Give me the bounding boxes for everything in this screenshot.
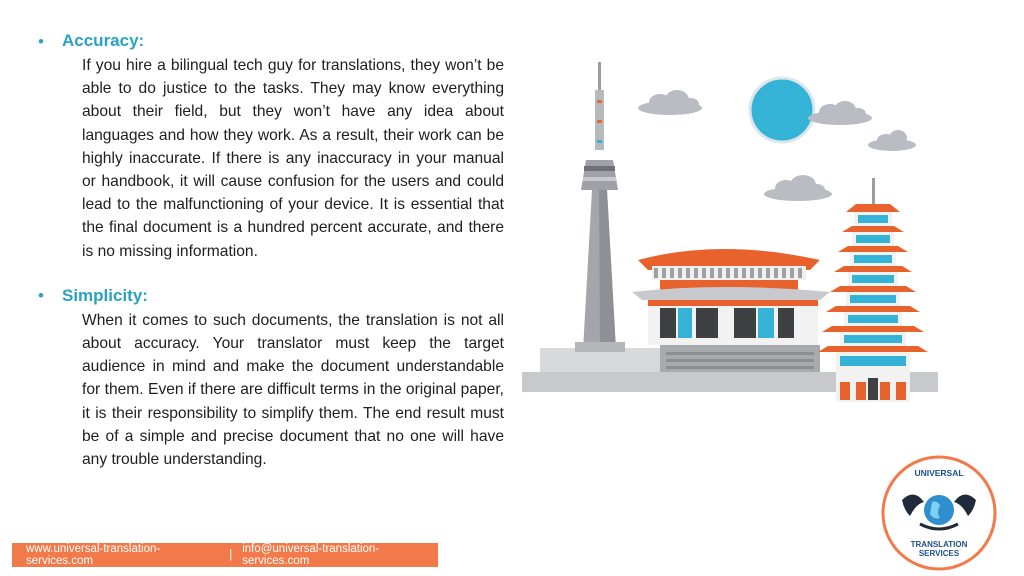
cloud-icon [638,90,702,115]
email-link[interactable]: info@universal-translation-services.com [242,543,380,567]
cloud-icon [808,101,872,125]
bullet-icon: • [38,31,44,51]
bullet-icon: • [38,286,44,306]
section-paragraph: When it comes to such documents, the translation is not all about accuracy. Your translator must keep the target audience in mind and make the document understandable for them. Even if there are difficult terms in the original paper, it is their responsibility to simplify them. The end result must be of a simple and precise document that no one will have any trouble understanding. [82,311,504,469]
content-column [38,28,508,491]
logo-text-line2: TRANSLATION [910,540,968,549]
section-heading: Accuracy: [62,31,145,50]
footer-bar [12,543,438,567]
footer-separator: | [229,549,233,561]
section-paragraph: If you hire a bilingual tech guy for translations, they won’t be able to do justice to the tasks. They may know everything about their field, but they won’t have any idea about languages and how they work. As a result, their work can be highly inaccurate. If there is any inaccuracy in your manual or handbook, it will cause confusion for the users and could lead to the malfunctioning of your device. It is essential that the final document is a hundred percent accurate, and there is no missing information. [82,57,504,260]
logo-text-line3: SERVICES [918,549,960,558]
cloud-icon [764,175,832,201]
cloud-icon [868,130,916,151]
landmarks-illustration [520,60,940,410]
temple-icon [632,249,830,345]
website-link[interactable]: www.universal-translation-services.com [26,543,161,567]
section-heading: Simplicity: [62,285,148,305]
section-accuracy [38,28,508,263]
pagoda-icon [818,178,928,402]
logo-text-line1: UNIVERSAL [914,468,964,478]
sun-icon [750,78,814,142]
section-simplicity [38,283,508,471]
tower-icon [575,62,625,352]
company-logo [880,454,998,572]
